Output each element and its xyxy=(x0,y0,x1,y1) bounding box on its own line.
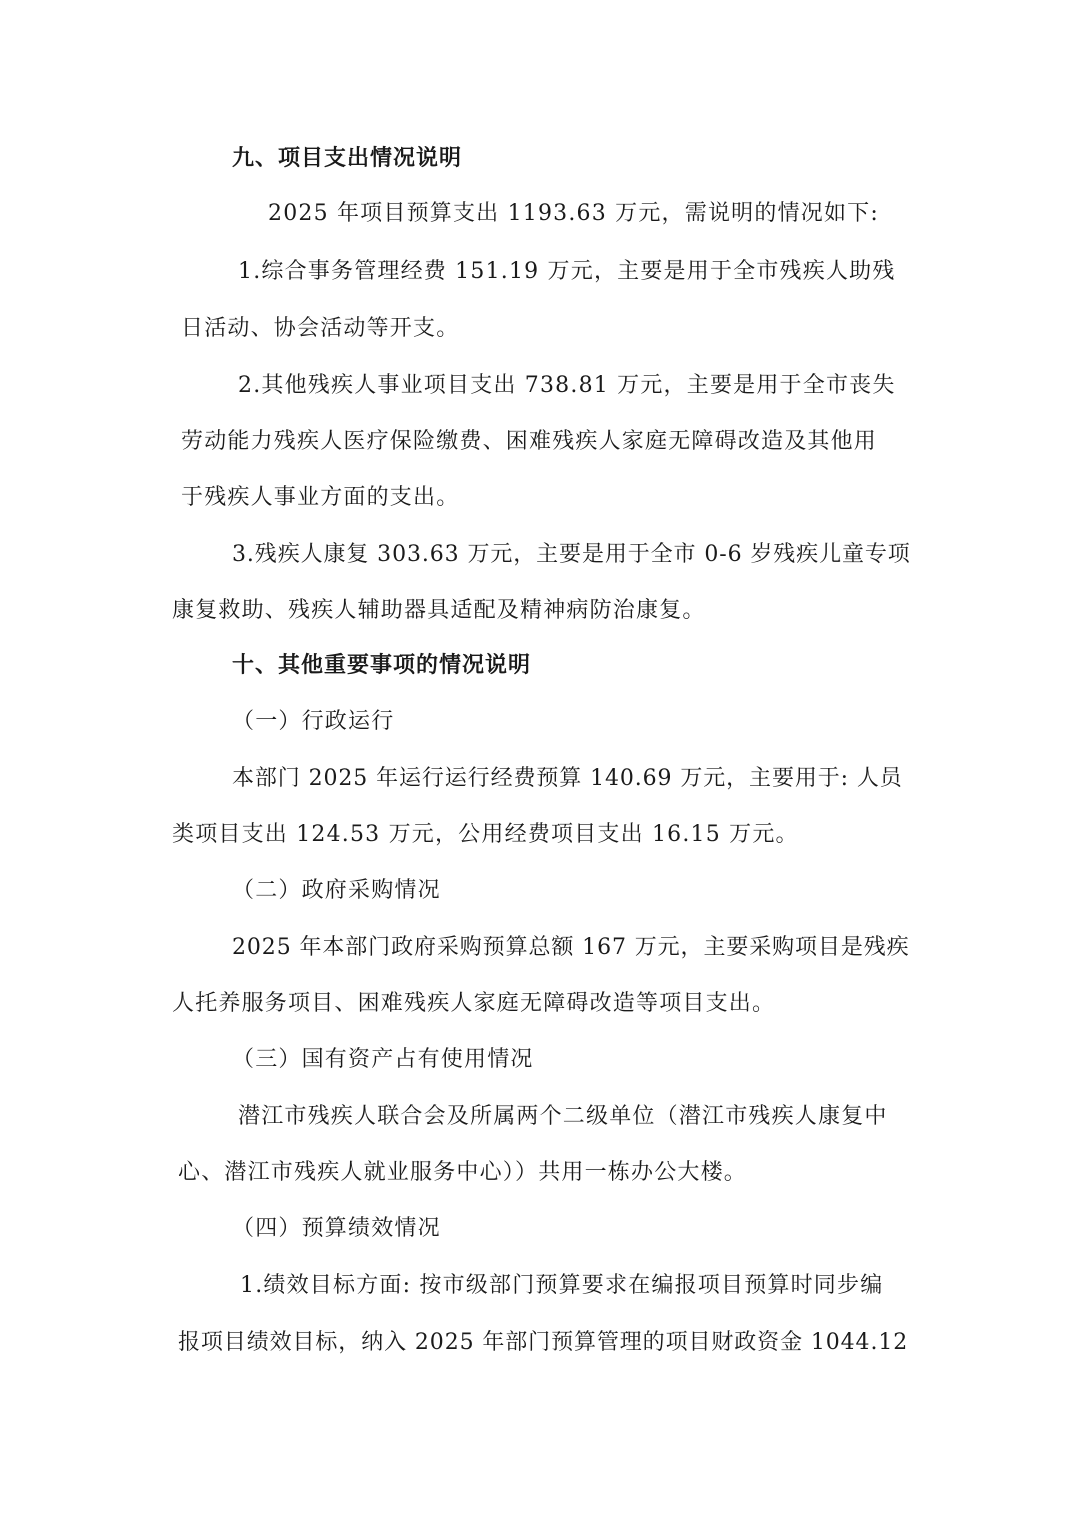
item-1-line-2: 日活动、协会活动等开支。 xyxy=(181,316,460,341)
sub-1-title: （一）行政运行 xyxy=(232,709,395,734)
sub-2-title: （二）政府采购情况 xyxy=(232,878,441,903)
section-10-title: 十、其他重要事项的情况说明 xyxy=(232,653,532,678)
item-3-line-1: 3.残疾人康复 303.63 万元，主要是用于全市 0-6 岁残疾儿童专项 xyxy=(232,542,911,567)
sub-1-line-1: 本部门 2025 年运行运行经费预算 140.69 万元，主要用于: 人员 xyxy=(232,766,903,791)
sub-3-title: （三）国有资产占有使用情况 xyxy=(232,1047,534,1072)
sub-2-line-2: 人托养服务项目、困难残疾人家庭无障碍改造等项目支出。 xyxy=(172,991,776,1016)
section-9-title: 九、项目支出情况说明 xyxy=(232,146,463,171)
item-2-line-3: 于残疾人事业方面的支出。 xyxy=(181,485,460,510)
sub-4-title: （四）预算绩效情况 xyxy=(232,1216,441,1241)
sub-4-line-1: 1.绩效目标方面: 按市级部门预算要求在编报项目预算时同步编 xyxy=(240,1273,884,1298)
section-9-intro: 2025 年项目预算支出 1193.63 万元，需说明的情况如下: xyxy=(268,201,879,226)
sub-3-line-1: 潜江市残疾人联合会及所属两个二级单位（潜江市残疾人康复中 xyxy=(238,1104,888,1129)
sub-1-line-2: 类项目支出 124.53 万元，公用经费项目支出 16.15 万元。 xyxy=(172,822,799,847)
item-2-line-1: 2.其他残疾人事业项目支出 738.81 万元，主要是用于全市丧失 xyxy=(238,373,896,398)
sub-2-line-1: 2025 年本部门政府采购预算总额 167 万元，主要采购项目是残疾 xyxy=(232,935,910,960)
sub-4-line-2: 报项目绩效目标，纳入 2025 年部门预算管理的项目财政资金 1044.12 xyxy=(178,1330,909,1355)
sub-3-line-2: 心、潜江市残疾人就业服务中心））共用一栋办公大楼。 xyxy=(178,1160,748,1185)
item-3-line-2: 康复救助、残疾人辅助器具适配及精神病防治康复。 xyxy=(172,598,706,623)
item-1-line-1: 1.综合事务管理经费 151.19 万元，主要是用于全市残疾人助残 xyxy=(238,259,896,284)
item-2-line-2: 劳动能力残疾人医疗保险缴费、困难残疾人家庭无障碍改造及其他用 xyxy=(181,429,878,454)
